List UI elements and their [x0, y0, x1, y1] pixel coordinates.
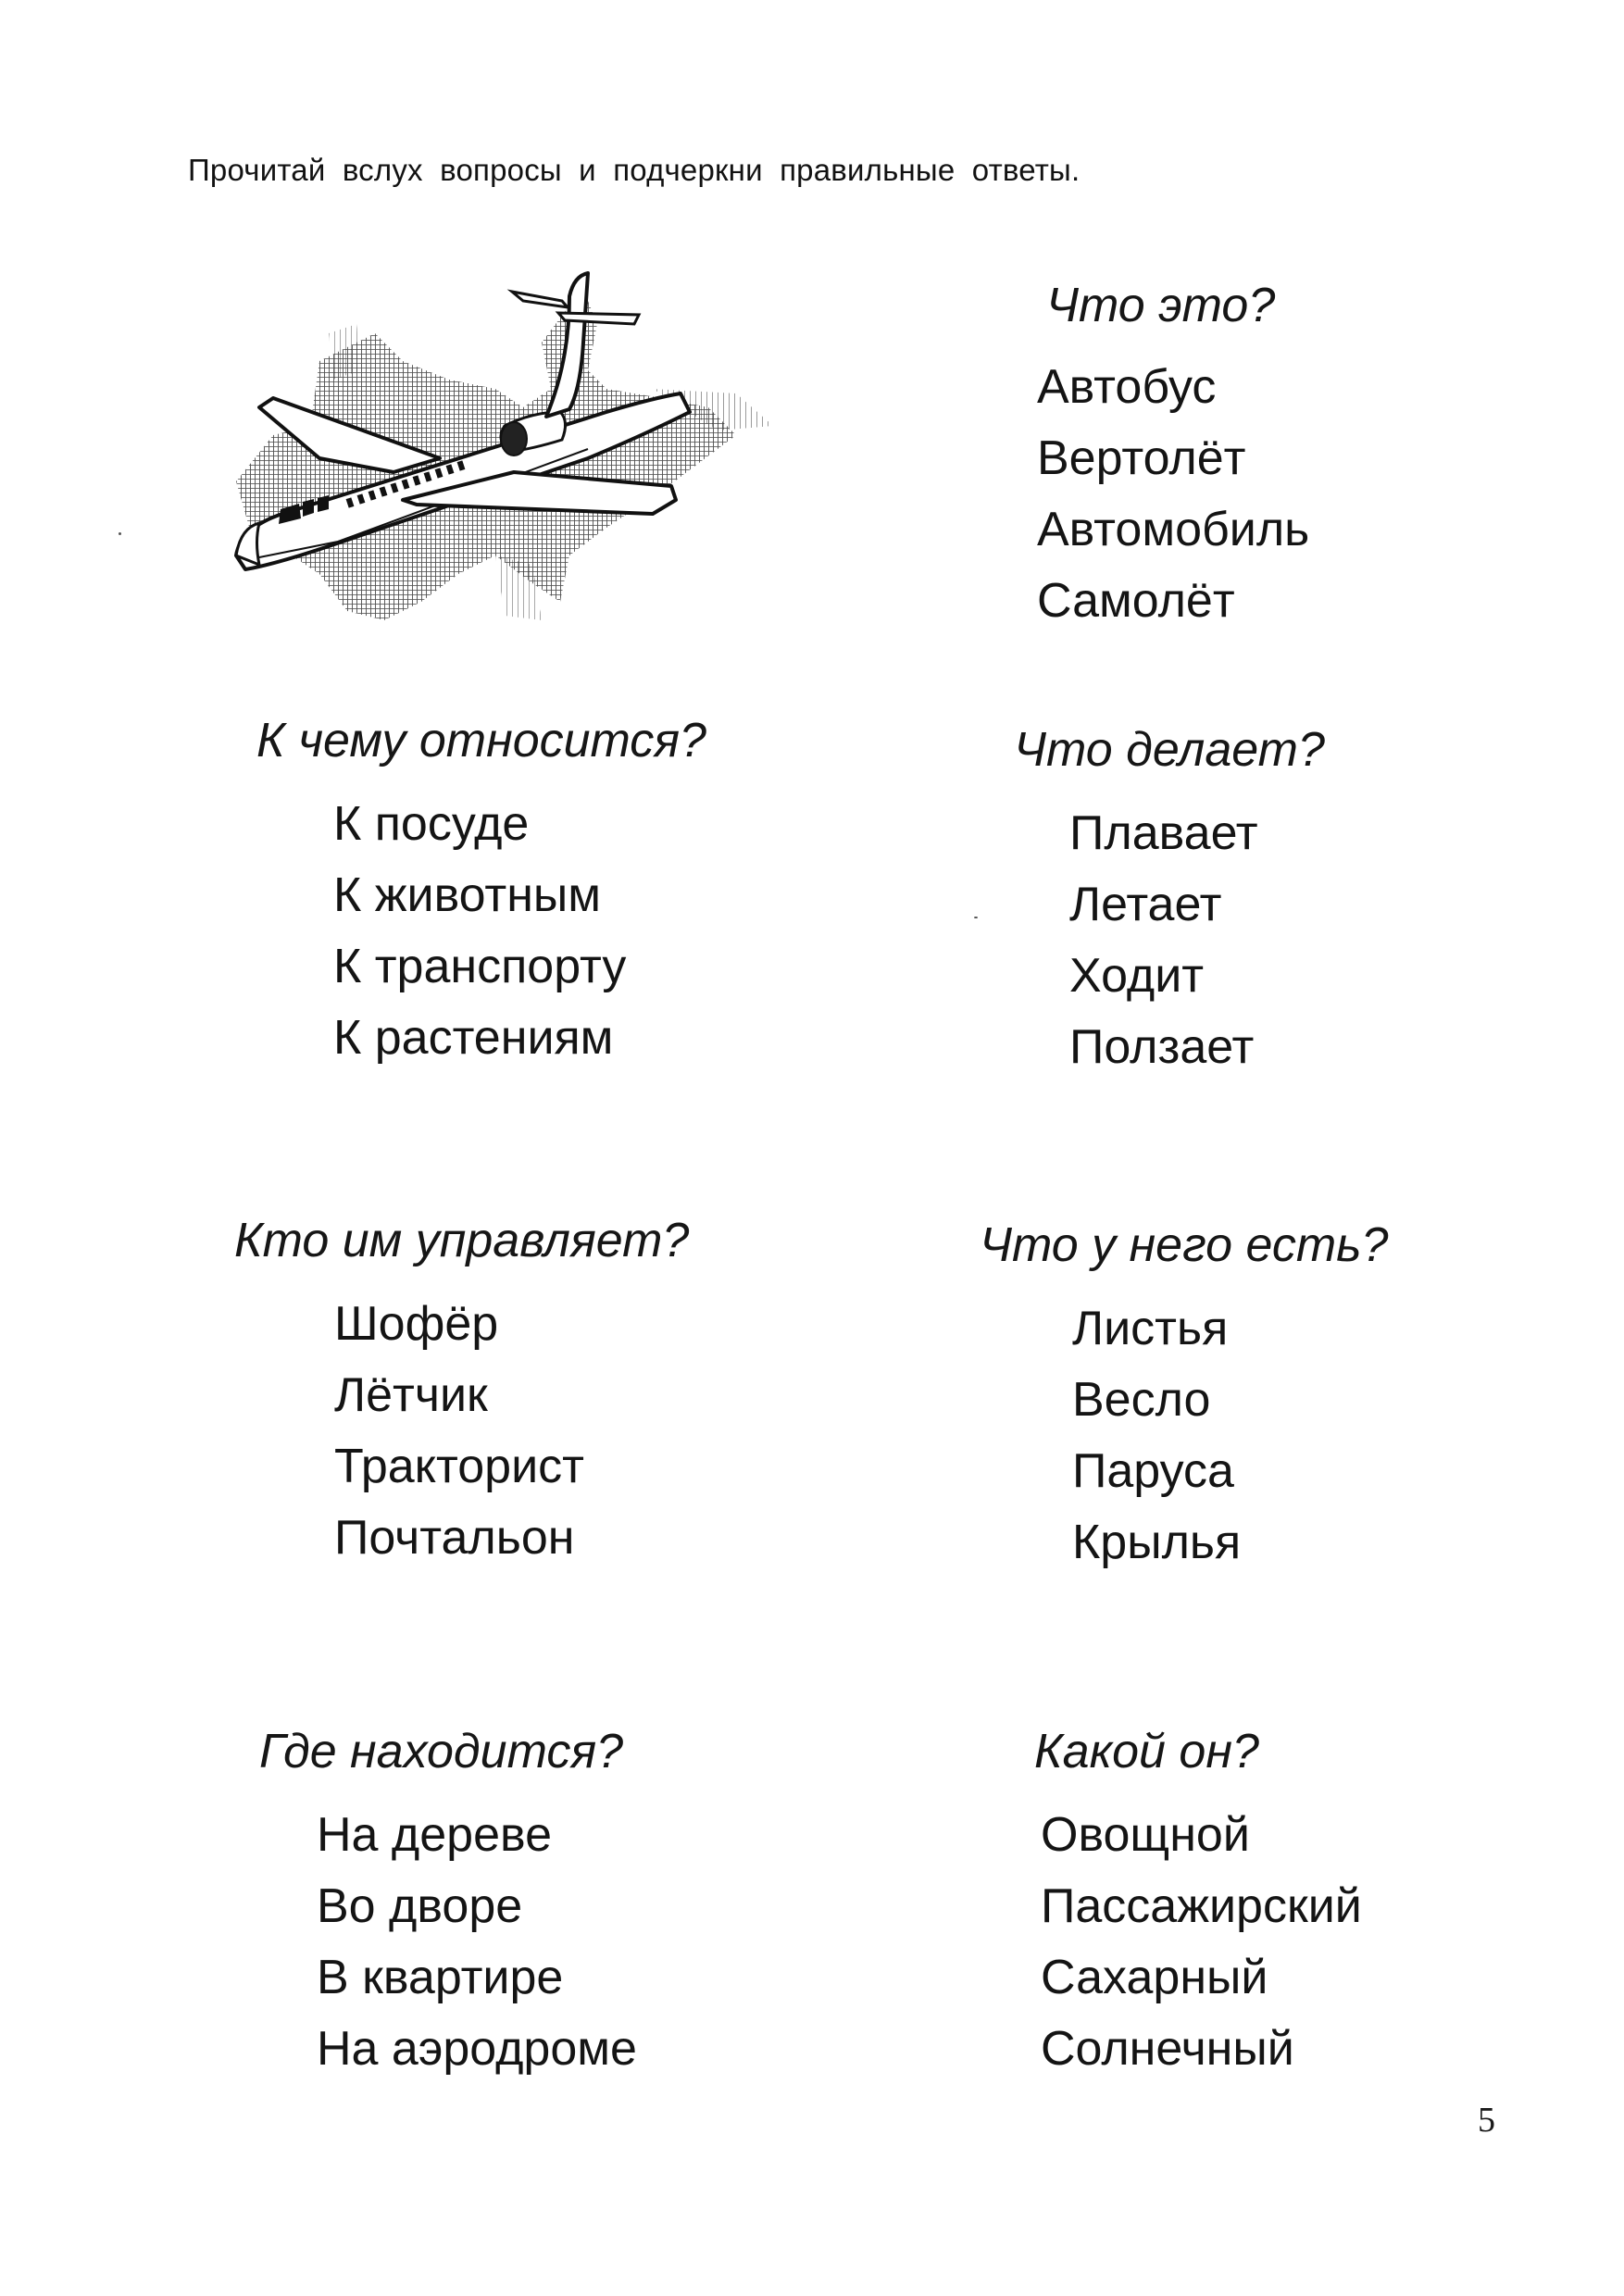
question-block-who-controls [234, 1213, 689, 1574]
answer-list [317, 1800, 637, 2085]
answer-option[interactable]: Вертолёт [1037, 431, 1246, 485]
answer-option[interactable]: Сахарный [1041, 1951, 1268, 2004]
question-what-is-it: Что это? [1046, 279, 1276, 332]
answer-option[interactable]: Ползает [1069, 1020, 1255, 1074]
airplane-icon [218, 250, 903, 657]
instruction-text: Прочитай вслух вопросы и подчеркни правильные ответы. [188, 153, 1081, 187]
answer-option[interactable]: Лётчик [334, 1368, 488, 1422]
answer-option[interactable]: Почтальон [334, 1511, 575, 1565]
answer-list [333, 789, 706, 1074]
answer-option[interactable]: Овощной [1041, 1808, 1250, 1862]
answer-option[interactable]: Весло [1072, 1373, 1211, 1427]
page-number: 5 [1478, 2101, 1495, 2140]
answer-option[interactable]: Самолёт [1037, 574, 1235, 628]
question-block-category [256, 713, 706, 1074]
answer-option[interactable]: Паруса [1072, 1444, 1234, 1498]
question-block-what-is-it [1037, 278, 1309, 637]
answer-option[interactable]: Листья [1072, 1302, 1229, 1355]
answer-option[interactable]: Летает [1069, 878, 1222, 931]
answer-list [334, 1289, 689, 1574]
question-what-does-it-have: Что у него есть? [980, 1218, 1389, 1272]
question-what-kind: Какой он? [1034, 1725, 1259, 1778]
answer-option[interactable]: На аэродроме [317, 2022, 637, 2076]
scan-speck [119, 532, 121, 535]
answer-option[interactable]: Солнечный [1041, 2022, 1294, 2076]
answer-option[interactable]: Пассажирский [1041, 1879, 1362, 1933]
answer-option[interactable]: В квартире [317, 1951, 564, 2004]
question-block-where-is-it [259, 1724, 637, 2085]
question-where-is-it: Где находится? [259, 1725, 624, 1778]
question-block-what-does-it-have [980, 1217, 1388, 1578]
answer-option[interactable]: На дереве [317, 1808, 552, 1862]
answer-option[interactable]: Шофёр [334, 1297, 499, 1351]
question-category: К чему относится? [256, 714, 706, 767]
answer-option[interactable]: К животным [333, 868, 602, 922]
answer-option[interactable]: Тракторист [334, 1440, 584, 1493]
answer-option[interactable]: Автомобиль [1037, 503, 1310, 556]
answer-option[interactable]: Автобус [1037, 360, 1217, 414]
airplane-illustration [218, 250, 903, 657]
question-block-what-does-it-do [1014, 722, 1325, 1083]
answer-list [1037, 352, 1309, 637]
answer-option[interactable]: Крылья [1072, 1516, 1242, 1569]
answer-option[interactable]: К растениям [333, 1011, 614, 1065]
answer-option[interactable]: Во дворе [317, 1879, 523, 1933]
scan-speck [974, 917, 978, 918]
question-who-controls: Кто им управляет? [234, 1214, 690, 1267]
answer-option[interactable]: Плавает [1069, 806, 1258, 860]
answer-list [1069, 798, 1325, 1083]
answer-option[interactable]: Ходит [1069, 949, 1205, 1003]
question-block-what-kind [1034, 1724, 1362, 2085]
answer-list [1072, 1293, 1388, 1578]
question-what-does-it-do: Что делает? [1014, 723, 1325, 777]
answer-option[interactable]: К транспорту [333, 940, 627, 993]
answer-list [1041, 1800, 1362, 2085]
answer-option[interactable]: К посуде [333, 797, 530, 851]
